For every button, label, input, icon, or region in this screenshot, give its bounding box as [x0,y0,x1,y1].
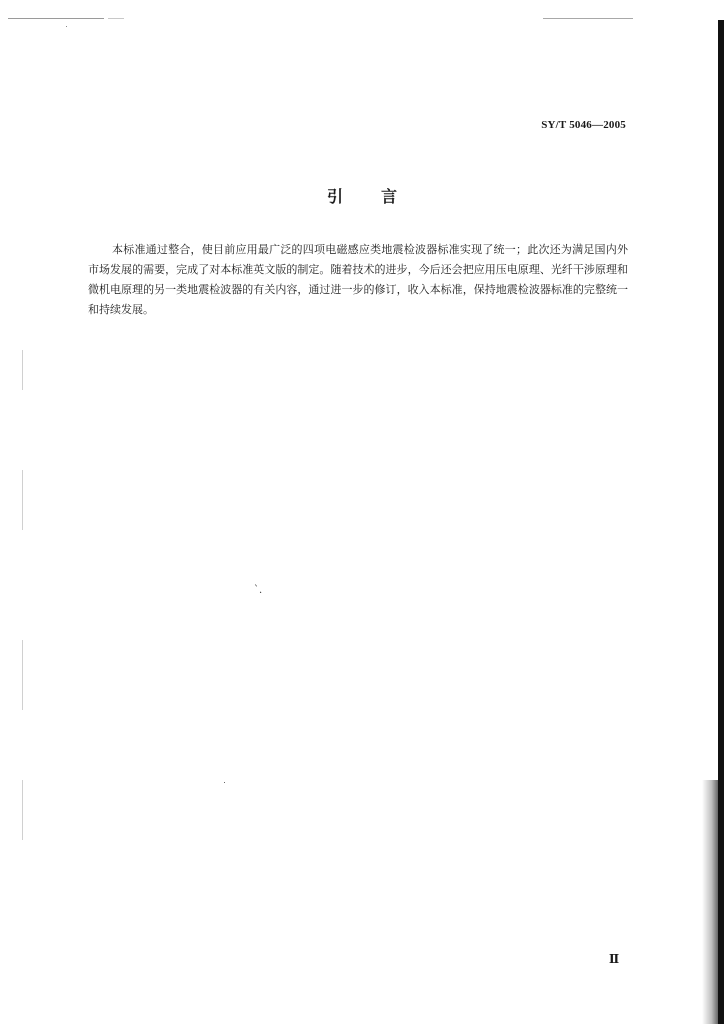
scan-artifact-line [543,18,633,19]
paragraph: 本标准通过整合，使目前应用最广泛的四项电磁感应类地震检波器标准实现了统一；此次还为满足国内外市场发展的需要，完成了对本标准英文版的制定。随着技术的进步，今后还会把应用压电原理、光纤干涉原理和微机电原理的另一类地震检波器的有关内容，通过进一步的修订，收入本标准，保持地震检波器标准的完整统一和持续发展。 [88,243,628,316]
scan-artifact-line [8,18,104,19]
scan-page-edge [718,20,724,1024]
scan-artifact-dot [224,782,225,783]
scan-artifact-dot [66,26,67,27]
scan-margin-mark [22,780,23,840]
scan-margin-mark [22,640,23,710]
page-number: Ⅱ [609,952,620,966]
scan-page-edge-shadow [702,780,718,1024]
scan-artifact-line [108,18,124,19]
standard-code: SY/T 5046—2005 [541,119,626,131]
scan-margin-mark [22,470,23,530]
scan-artifact-mark: ˋ. [254,585,263,596]
section-title: 引言 [326,187,435,206]
body-text [88,240,628,320]
scan-margin-mark [22,350,23,390]
